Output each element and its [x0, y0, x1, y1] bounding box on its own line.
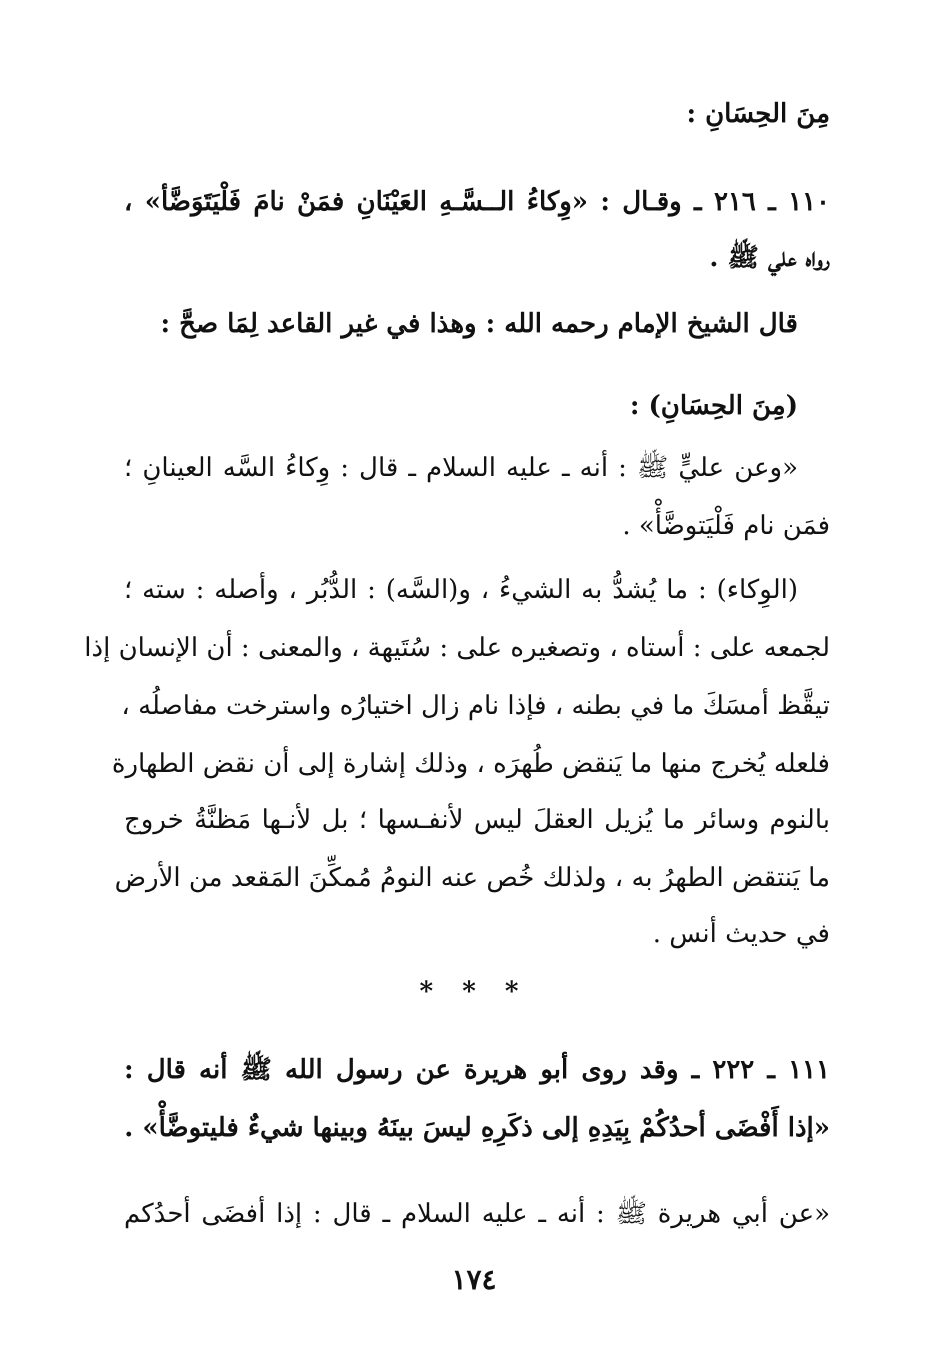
- commentary-2-line-1: «عن أبي هريرة ﷺ : أنه ـ عليه السلام ـ قال : إذا أفضَى أحدُكم: [124, 1199, 830, 1229]
- sheikh-statement: قال الشيخ الإمام رحمه الله : وهذا في غير القاعد لِمَا صحَّ :: [160, 309, 798, 339]
- explanation-line-4: فلعله يُخرج منها ما يَنقض طُهرَه ، وذلك إشارة إلى أن نقض الطهارة: [111, 749, 830, 779]
- commentary-1-line-2: فمَن نام فَلْيَتوضَّأْ» .: [622, 511, 830, 541]
- hadith-110-line-1: ١١٠ ـ ٢١٦ ـ وقـال : «وِكاءُ الــسَّـهِ العَيْنَانِ فمَنْ نامَ فَلْيَتَوَضَّأ» ،: [124, 187, 830, 217]
- explanation-line-5: بالنوم وسائر ما يُزيل العقلَ ليس لأنفـسها ؛ بل لأنـها مَظنَّةُ خروج: [124, 805, 830, 835]
- explanation-line-7: في حديث أنس .: [652, 919, 830, 949]
- hadith-110-line-2: رواه علي ﷺ .: [709, 243, 830, 273]
- explanation-line-2: لجمعه على : أستاه ، وتصغيره على : سُتَيهة ، والمعنى : أن الإنسان إذا: [84, 633, 830, 663]
- explanation-line-3: تيقَّظ أمسَكَ ما في بطنه ، فإذا نام زال اختيارُه واسترخت مفاصلُه ،: [121, 691, 830, 721]
- section-divider: * * *: [419, 977, 529, 1007]
- hadith-111-line-1: ١١١ ـ ٢٢٢ ـ وقد روى أبو هريرة عن رسول الله ﷺ أنه قال :: [124, 1055, 830, 1085]
- page-number: ١٧٤: [451, 1263, 497, 1296]
- hadith-111-line-2: «إذا أَفْضَى أحدُكُمْ بِيَدِهِ إلى ذكَرِهِ ليسَ بينَهُ وبينها شيءٌ فليتوضَّأْ» .: [124, 1113, 830, 1143]
- section-heading-hisan-parenthesized: (مِنَ الحِسَانِ) :: [629, 391, 798, 421]
- commentary-1-line-1: «وعن عليٍّ ﷺ : أنه ـ عليه السلام ـ قال : وِكاءُ السَّه العينانِ ؛: [124, 453, 798, 483]
- explanation-line-6: ما يَنتقض الطهرُ به ، ولذلك خُص عنه النومُ مُمكِّنَ المَقعد من الأرض: [114, 863, 830, 893]
- section-heading-hisan: مِنَ الحِسَانِ :: [686, 99, 830, 129]
- explanation-line-1: (الوِكاء) : ما يُشدُّ به الشيءُ ، و(السَّه) : الدُّبُر ، وأصله : سته ؛: [124, 575, 798, 605]
